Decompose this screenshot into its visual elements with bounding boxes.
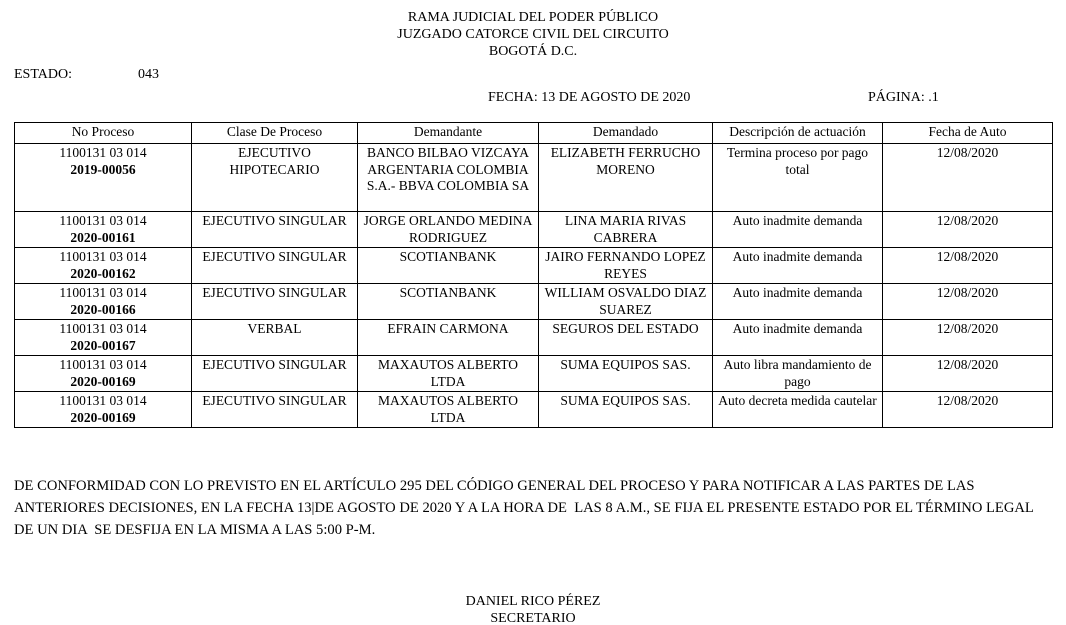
column-header-no-proceso: No Proceso [15,123,192,144]
signature-block [0,593,1066,625]
table-row [15,212,1053,248]
cell-descripcion-actuacion: Termina proceso por pago total [713,144,883,212]
cell-no-proceso [15,248,192,284]
proceso-radicado: 2020-00169 [70,409,136,425]
secretary-title: SECRETARIO [490,611,576,625]
cell-clase-proceso: EJECUTIVO SINGULAR [192,356,358,392]
estado-number: 043 [138,67,159,82]
cell-descripcion-actuacion: Auto inadmite demanda [713,320,883,356]
proceso-prefix: 1100131 03 014 [59,357,147,372]
court-city: BOGOTÁ D.C. [488,44,578,59]
cell-descripcion-actuacion: Auto inadmite demanda [713,248,883,284]
cell-descripcion-actuacion: Auto inadmite demanda [713,212,883,248]
table-row [15,144,1053,212]
column-header-demandante: Demandante [358,123,539,144]
cell-clase-proceso: EJECUTIVO SINGULAR [192,284,358,320]
column-header-descripcion: Descripción de actuación [713,123,883,144]
cell-demandante: JORGE ORLANDO MEDINA RODRIGUEZ [358,212,539,248]
cell-fecha-auto: 12/08/2020 [883,356,1053,392]
cell-clase-proceso: VERBAL [192,320,358,356]
cell-demandante: EFRAIN CARMONA [358,320,539,356]
table-row [15,284,1053,320]
fecha-text: FECHA: 13 DE AGOSTO DE 2020 [488,90,691,105]
cell-fecha-auto: 12/08/2020 [883,144,1053,212]
cell-no-proceso [15,284,192,320]
table-body [15,144,1053,428]
fecha-row [0,90,1066,108]
proceso-prefix: 1100131 03 014 [59,145,147,160]
cell-descripcion-actuacion: Auto libra mandamiento de pago [713,356,883,392]
document-header [0,0,1066,60]
proceso-prefix: 1100131 03 014 [59,393,147,408]
cell-demandado: LINA MARIA RIVAS CABRERA [539,212,713,248]
court-name: JUZGADO CATORCE CIVIL DEL CIRCUITO [397,27,669,42]
procesos-table [14,122,1053,428]
estado-row [0,67,1066,83]
cell-clase-proceso: EJECUTIVO HIPOTECARIO [192,144,358,212]
proceso-radicado: 2020-00161 [70,229,136,245]
cell-fecha-auto: 12/08/2020 [883,248,1053,284]
cell-fecha-auto: 12/08/2020 [883,284,1053,320]
cell-fecha-auto: 12/08/2020 [883,320,1053,356]
cell-descripcion-actuacion: Auto inadmite demanda [713,284,883,320]
column-header-clase: Clase De Proceso [192,123,358,144]
cell-demandante: SCOTIANBANK [358,248,539,284]
court-branch-title: RAMA JUDICIAL DEL PODER PÚBLICO [407,10,659,25]
pagina-text: PÁGINA: .1 [868,90,939,105]
cell-demandado: WILLIAM OSVALDO DIAZ SUAREZ [539,284,713,320]
cell-no-proceso [15,144,192,212]
proceso-radicado: 2020-00162 [70,265,136,281]
cell-demandado: SUMA EQUIPOS SAS. [539,392,713,428]
proceso-prefix: 1100131 03 014 [59,213,147,228]
cell-demandante: BANCO BILBAO VIZCAYA ARGENTARIA COLOMBIA S.A.- BBVA COLOMBIA SA [358,144,539,212]
cell-demandado: ELIZABETH FERRUCHO MORENO [539,144,713,212]
cell-clase-proceso: EJECUTIVO SINGULAR [192,392,358,428]
cell-no-proceso [15,356,192,392]
proceso-prefix: 1100131 03 014 [59,285,147,300]
cell-demandado: JAIRO FERNANDO LOPEZ REYES [539,248,713,284]
cell-demandante: SCOTIANBANK [358,284,539,320]
cell-demandado: SEGUROS DEL ESTADO [539,320,713,356]
proceso-radicado: 2020-00166 [70,301,136,317]
proceso-radicado: 2019-00056 [70,161,136,177]
proceso-radicado: 2020-00167 [70,337,136,353]
cell-descripcion-actuacion: Auto decreta medida cautelar [713,392,883,428]
table-header-row [15,123,1053,144]
cell-clase-proceso: EJECUTIVO SINGULAR [192,248,358,284]
cell-no-proceso [15,320,192,356]
cell-fecha-auto: 12/08/2020 [883,212,1053,248]
table-row [15,320,1053,356]
proceso-radicado: 2020-00169 [70,373,136,389]
cell-fecha-auto: 12/08/2020 [883,392,1053,428]
cell-no-proceso [15,392,192,428]
cell-no-proceso [15,212,192,248]
table-row [15,356,1053,392]
secretary-name: DANIEL RICO PÉREZ [465,594,601,609]
column-header-demandado: Demandado [539,123,713,144]
proceso-prefix: 1100131 03 014 [59,321,147,336]
cell-demandante: MAXAUTOS ALBERTO LTDA [358,392,539,428]
table-row [15,248,1053,284]
cell-clase-proceso: EJECUTIVO SINGULAR [192,212,358,248]
column-header-fecha-auto: Fecha de Auto [883,123,1053,144]
legal-notice-paragraph: DE CONFORMIDAD CON LO PREVISTO EN EL ARTÍCULO 295 DEL CÓDIGO GENERAL DEL PROCESO Y PARA NOTIFICAR A LAS PARTES DE LAS ANTERIORES DECISIONES, EN LA FECHA 13|DE AGOSTO DE 2020 Y A LA HORA DE LAS 8 A.M., SE FIJA EL PRESENTE ESTADO POR EL TÉRMINO LEGAL DE UN DIA SE DESFIJA EN LA MISMA A LAS 5:00 P-M. [14,478,1037,538]
estado-label: ESTADO: [14,67,72,82]
cell-demandado: SUMA EQUIPOS SAS. [539,356,713,392]
proceso-prefix: 1100131 03 014 [59,249,147,264]
table-row [15,392,1053,428]
cell-demandante: MAXAUTOS ALBERTO LTDA [358,356,539,392]
